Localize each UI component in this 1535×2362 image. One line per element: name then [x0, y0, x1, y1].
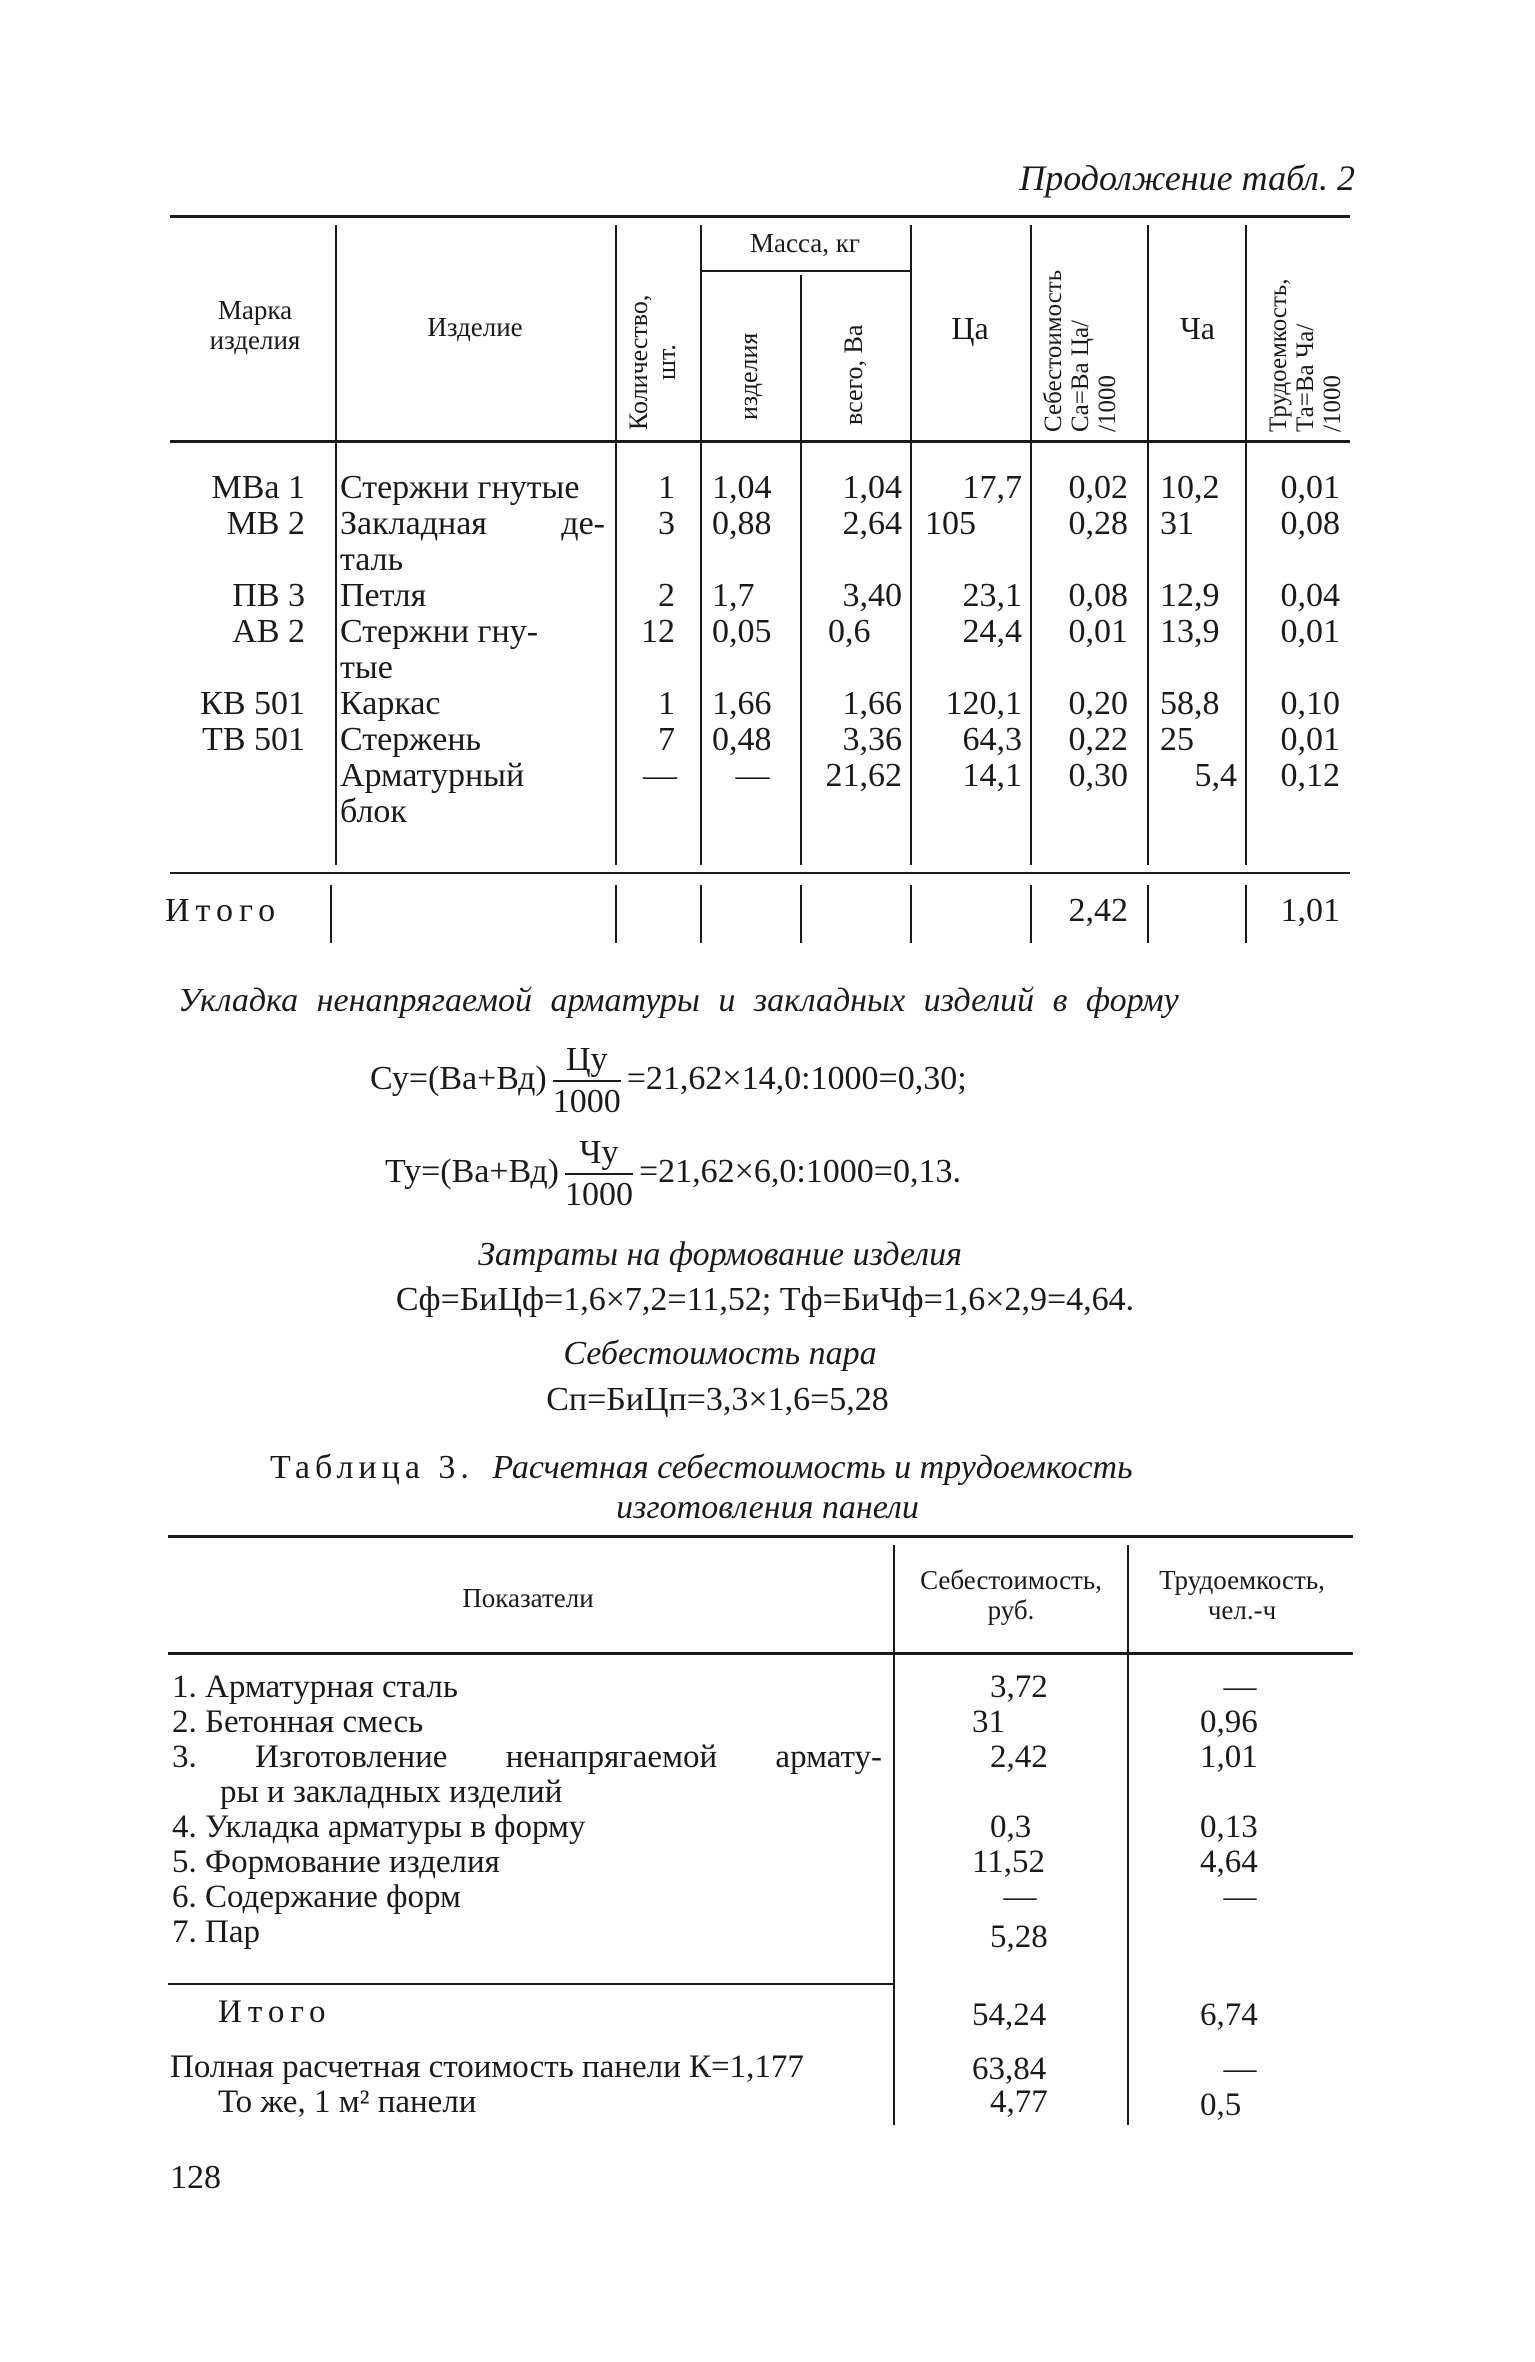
cell-price: 120,1 — [945, 685, 1022, 722]
t3-row-label: 5. Формование изделия — [172, 1844, 500, 1880]
cell-ch: 25 — [1160, 721, 1194, 758]
header-mass-total: всего, Ва — [839, 324, 868, 425]
cell-item: Арматурный блок — [340, 757, 525, 830]
t3-row-labor: 4,64 — [1200, 1844, 1258, 1880]
cell-cost: 0,08 — [1068, 577, 1128, 614]
cell-mark: ТВ 501 — [202, 721, 305, 758]
t3-total-labor: 6,74 — [1200, 1997, 1258, 2033]
t3-row-label: 1. Арматурная сталь — [172, 1669, 458, 1705]
cell-price: 105 — [925, 505, 976, 542]
t3-row-cost: 5,28 — [990, 1919, 1048, 1955]
cell-price: 14,1 — [962, 757, 1022, 794]
formula-tu: Ту=(Ва+Вд) $\frac{Чу}{1000}$ =21,62×6,0:1000=0,13. — [385, 1134, 961, 1213]
cell-mass-total: 1,04 — [842, 469, 902, 506]
t3-row-labor: — — [1223, 1669, 1257, 1705]
cell-cost: 0,30 — [1068, 757, 1128, 794]
cell-ch: 5,4 — [1194, 757, 1237, 794]
cell-qty: — — [643, 757, 677, 794]
t3-row-labor: 0,13 — [1200, 1809, 1258, 1845]
table2-total-label: Итого — [165, 892, 282, 929]
cell-item: Стержень — [340, 721, 482, 758]
table3-caption-line2: изготовления панели — [616, 1489, 919, 1526]
t3-full-labor: — — [1223, 2051, 1257, 2087]
cell-qty: 12 — [641, 613, 675, 650]
cell-mark: МВа 1 — [211, 469, 305, 506]
cell-cost: 0,28 — [1068, 505, 1128, 542]
t3-per-m2-labor: 0,5 — [1200, 2087, 1242, 2123]
cell-mark: КВ 501 — [200, 685, 305, 722]
table2-total-labor: 1,01 — [1280, 892, 1340, 929]
t3-row-labor: — — [1223, 1879, 1257, 1915]
cell-labor: 0,04 — [1280, 577, 1340, 614]
formula-cu: Су=(Ва+Вд) $\frac{Цу}{1000}$ =21,62×14,0:1000=0,30; — [370, 1041, 967, 1120]
cell-mass-total: 0,6 — [828, 613, 871, 650]
header-qty: Количество, шт. — [624, 294, 681, 430]
table3-caption-line1: Расчетная себестоимость и трудоемкость — [492, 1449, 1133, 1486]
cell-price: 24,4 — [962, 613, 1022, 650]
cell-cost: 0,02 — [1068, 469, 1128, 506]
t3-row-labor: 1,01 — [1200, 1739, 1258, 1775]
cell-ch: 13,9 — [1160, 613, 1220, 650]
cell-mass-total: 3,36 — [842, 721, 902, 758]
cell-ch: 58,8 — [1160, 685, 1220, 722]
t3-row-cost: 3,72 — [990, 1669, 1048, 1705]
cell-mass-item: 0,88 — [712, 505, 772, 542]
section2-formula: Сф=БиЦф=1,6×7,2=11,52; Тф=БиЧф=1,6×2,9=4,64. — [395, 1281, 1135, 1318]
cell-cost: 0,22 — [1068, 721, 1128, 758]
cell-qty: 1 — [658, 685, 675, 722]
header-item: Изделие — [427, 312, 523, 342]
cell-mass-total: 1,66 — [842, 685, 902, 722]
t3-header-cost: Себестоимость, руб. — [920, 1565, 1102, 1625]
cell-price: 23,1 — [962, 577, 1022, 614]
t3-total-label: Итого — [218, 1994, 332, 2030]
t3-per-m2-label: То же, 1 м² панели — [218, 2084, 477, 2120]
cell-cost: 0,20 — [1068, 685, 1128, 722]
t3-total-cost: 54,24 — [972, 1997, 1047, 2033]
cell-item: Каркас — [340, 685, 441, 722]
cell-mark: ПВ 3 — [232, 577, 305, 614]
header-mark: Марка изделия — [209, 295, 301, 355]
t3-header-indicator: Показатели — [462, 1583, 594, 1613]
cell-item: Закладная де- таль — [340, 505, 605, 578]
t3-row-labor: 0,96 — [1200, 1704, 1258, 1740]
cell-mass-item: 1,66 — [712, 685, 772, 722]
t3-row-label: 4. Укладка арматуры в форму — [172, 1809, 586, 1845]
cell-labor: 0,12 — [1280, 757, 1340, 794]
cell-mass-item: — — [735, 757, 770, 794]
header-labor: Трудоемкость, Та=Ва Ча/ /1000 — [1265, 278, 1346, 432]
continuation-caption: Продолжение табл. 2 — [1019, 158, 1355, 198]
section1-heading: Укладка ненапрягаемой арматуры и закладных изделий в форму — [178, 982, 1179, 1019]
header-mass-item: изделия — [734, 332, 763, 420]
cell-price: 64,3 — [962, 721, 1022, 758]
cell-qty: 1 — [658, 469, 675, 506]
t3-row-label: 6. Содержание форм — [172, 1879, 461, 1915]
cell-ch: 31 — [1160, 505, 1194, 542]
t3-full-label: Полная расчетная стоимость панели К=1,177 — [170, 2049, 804, 2085]
cell-qty: 7 — [658, 721, 675, 758]
cell-mass-item: 0,48 — [712, 721, 772, 758]
cell-mark: МВ 2 — [226, 505, 305, 542]
t3-full-cost: 63,84 — [972, 2051, 1047, 2087]
cell-cost: 0,01 — [1068, 613, 1128, 650]
cell-labor: 0,01 — [1280, 613, 1340, 650]
t3-row-cost: 31 — [972, 1704, 1005, 1740]
cell-mass-item: 1,7 — [712, 577, 755, 614]
cell-item: Петля — [340, 577, 427, 614]
t3-row-cost: 11,52 — [972, 1844, 1046, 1880]
cell-qty: 3 — [658, 505, 675, 542]
cell-labor: 0,01 — [1280, 469, 1340, 506]
cell-item: Стержни гнутые — [340, 469, 580, 506]
t3-row-cost: 2,42 — [990, 1739, 1048, 1775]
cell-mass-total: 2,64 — [842, 505, 902, 542]
cell-ch: 10,2 — [1160, 469, 1220, 506]
cell-mass-total: 21,62 — [825, 757, 902, 794]
t3-row-label: 7. Пар — [172, 1914, 260, 1950]
cell-mass-total: 3,40 — [842, 577, 902, 614]
cell-mass-item: 0,05 — [712, 613, 772, 650]
header-ch: Ча — [1180, 310, 1215, 346]
header-cost: Себестоимость Са=Ва Ца/ /1000 — [1040, 269, 1121, 432]
header-mass-group: Масса, кг — [750, 228, 860, 258]
t3-row-label: 2. Бетонная смесь — [172, 1704, 424, 1740]
cell-qty: 2 — [658, 577, 675, 614]
section3-heading: Себестоимость пара — [563, 1335, 877, 1372]
cell-labor: 0,01 — [1280, 721, 1340, 758]
cell-labor: 0,10 — [1280, 685, 1340, 722]
cell-ch: 12,9 — [1160, 577, 1220, 614]
cell-labor: 0,08 — [1280, 505, 1340, 542]
t3-header-labor: Трудоемкость, чел.-ч — [1159, 1565, 1325, 1625]
t3-row-cost: 0,3 — [990, 1809, 1032, 1845]
table3-caption-prefix: Таблица 3. — [270, 1449, 474, 1486]
cell-mark: АВ 2 — [232, 613, 305, 650]
t3-row-cost: — — [1003, 1879, 1037, 1915]
t3-row-label: 3. Изготовление ненапрягаемой армату- ры и закладных изделий — [172, 1739, 882, 1810]
cell-mass-item: 1,04 — [712, 469, 772, 506]
cell-item: Стержни гну- тые — [340, 613, 539, 686]
cell-price: 17,7 — [962, 469, 1022, 506]
t3-per-m2-cost: 4,77 — [990, 2084, 1048, 2120]
page-number: 128 — [170, 2159, 221, 2196]
table2-total-cost: 2,42 — [1068, 892, 1128, 929]
header-price: Ца — [951, 310, 989, 346]
section3-formula: Сп=БиЦп=3,3×1,6=5,28 — [546, 1381, 889, 1418]
section2-heading: Затраты на формование изделия — [478, 1236, 962, 1273]
